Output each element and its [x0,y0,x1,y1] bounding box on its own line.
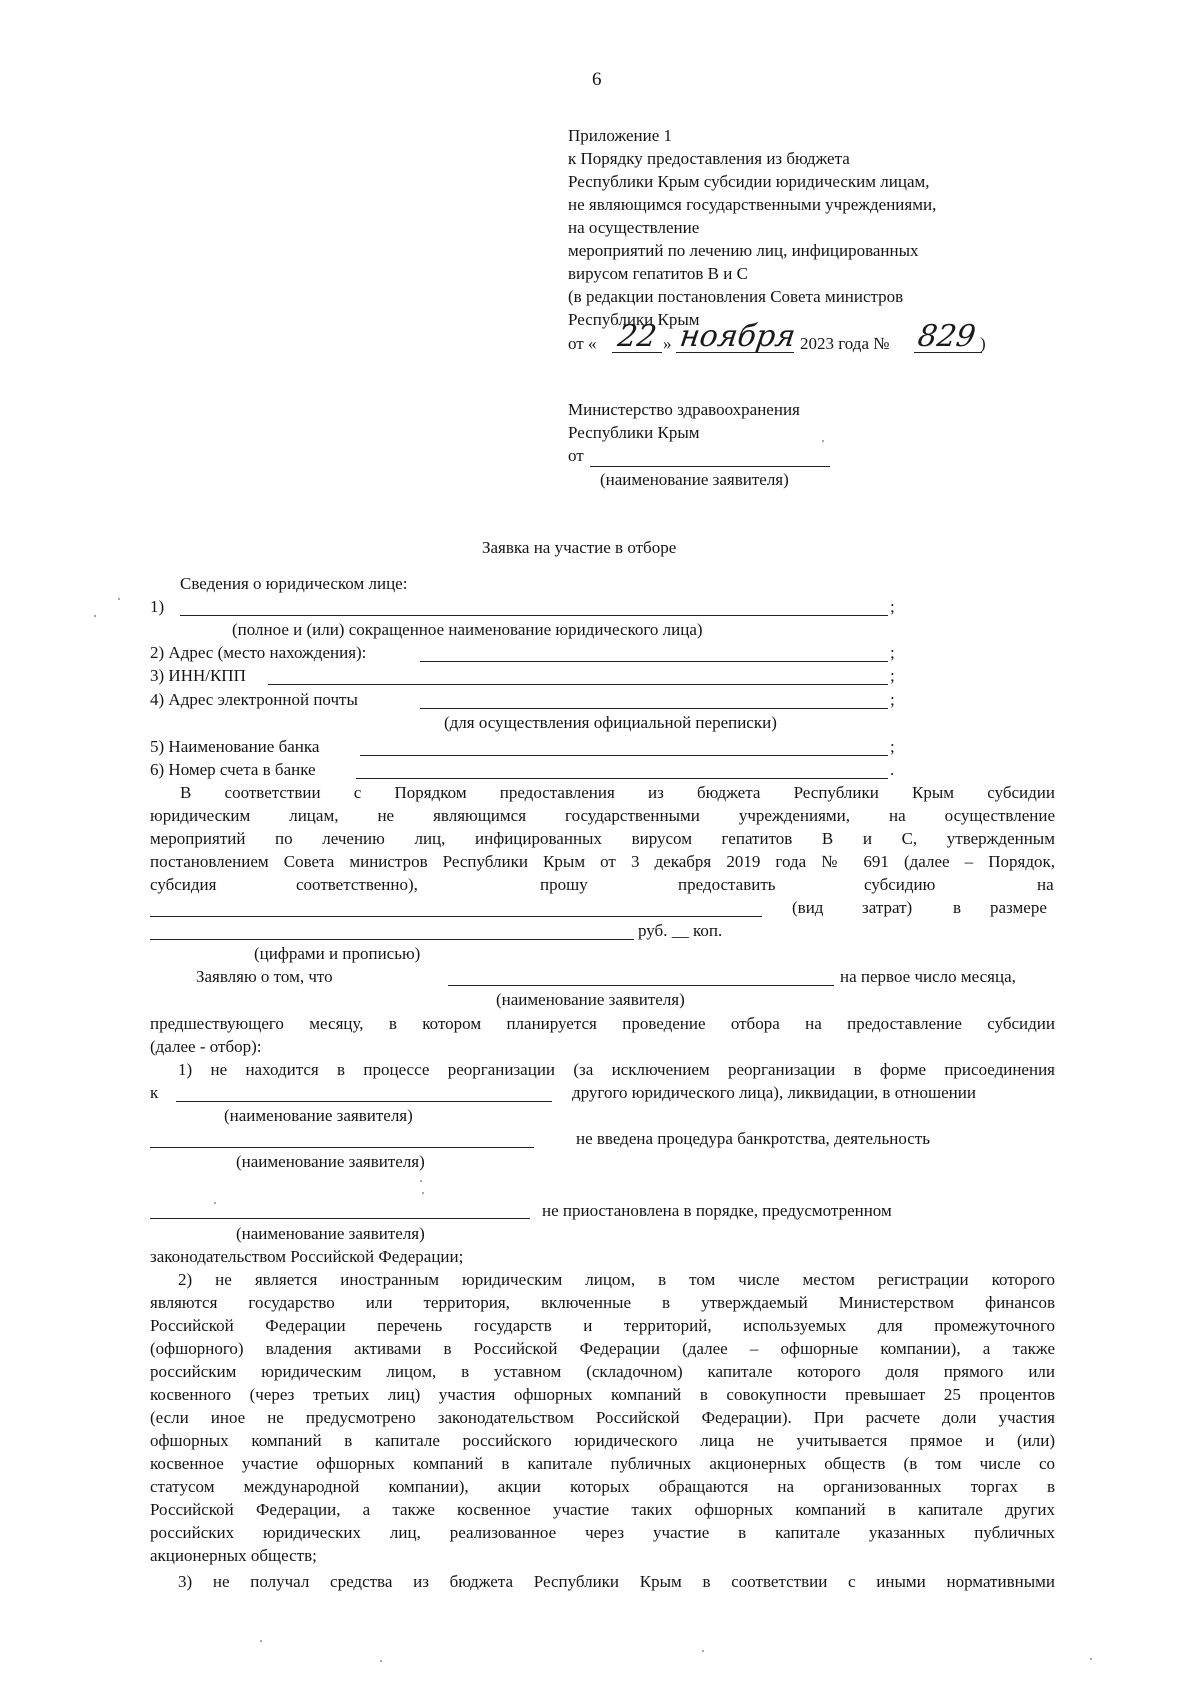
clause1-line: 1) не находится в процессе реорганизации (за исключением реорганизации в форме присоединения [178,1060,1055,1079]
date-year-text: 2023 года № [800,334,890,353]
request-word: (вид [792,898,824,917]
clause2-line: офшорных компаний в капитале российского юридического лица не учитывается прямое и (или) [150,1431,1055,1450]
item1-semicolon: ; [890,597,895,616]
request-word: субсидия [150,875,217,894]
appendix-line: на осуществление [568,218,700,237]
scan-speck [380,1660,382,1662]
appendix-line: вирусом гепатитов В и С [568,264,748,283]
request-word: прошу [540,875,588,894]
item1-label: 1) [150,597,165,616]
clause2-line: Российской Федерации, а также косвенное участие таких офшорных компаний в капитале других [150,1500,1055,1519]
appendix-line: Республики Крым [568,310,700,329]
clause2-line: Российской Федерации перечень государств и территорий, используемых для промежуточного [150,1316,1055,1335]
scan-speck [1090,1658,1092,1660]
paragraph-line: мероприятий по лечению лиц, инфицированных вирусом гепатитов В и С, утвержденным [150,829,1055,848]
request-word: размере [990,898,1047,917]
item3-semicolon: ; [890,666,895,685]
clause1-k: к [150,1083,159,1102]
declaration-intro: Заявляю о том, что [196,967,333,986]
item4-semicolon: ; [890,690,895,709]
expense-type-field[interactable] [150,916,762,917]
clause1-applicant-field-3[interactable] [150,1218,530,1219]
request-word: соответственно), [296,875,418,894]
declaration-applicant-field[interactable] [448,985,834,986]
date-month-handwritten: ноября [677,319,798,354]
request-word: предоставить [678,875,776,894]
appendix-line: мероприятий по лечению лиц, инфицированных [568,241,919,260]
scan-speck [94,615,96,617]
clause2-line: косвенное участие офшорных компаний в капитале публичных акционерных обществ (в том числе со [150,1454,1055,1473]
clause1-line: не введена процедура банкротства, деятельность [576,1129,930,1148]
date-day-handwritten: 22 [615,319,659,354]
clause1-caption: (наименование заявителя) [236,1224,425,1243]
date-number-handwritten: 829 [915,319,978,354]
clause1-applicant-field-2[interactable] [150,1147,534,1148]
date-paren-close: ) [980,334,986,353]
item4-label: 4) Адрес электронной почты [150,690,358,709]
legal-name-field[interactable] [180,615,888,616]
clause1-caption: (наименование заявителя) [236,1152,425,1171]
request-word: на [1037,875,1054,894]
scan-speck [822,440,824,442]
clause1-caption: (наименование заявителя) [224,1106,413,1125]
appendix-line: Республики Крым субсидии юридическим лицам, [568,172,930,191]
clause2-line: акционерных обществ; [150,1546,317,1565]
paragraph-line: юридическим лицам, не являющимся государственными учреждениями, на осуществление [150,806,1055,825]
appendix-line: не являющимся государственными учреждениями, [568,195,937,214]
paragraph-line: предшествующего месяцу, в котором планируется проведение отбора на предоставление субсидии [150,1014,1055,1033]
clause1-line: не приостановлена в порядке, предусмотренном [542,1201,892,1220]
clause3-line: 3) не получал средства из бюджета Республики Крым в соответствии с иными нормативными [178,1572,1055,1591]
bank-name-field[interactable] [360,755,888,756]
scan-speck [420,1180,422,1182]
clause2-line: 2) не является иностранным юридическим лицом, в том числе местом регистрации которого [178,1270,1055,1289]
declaration-caption: (наименование заявителя) [496,990,685,1009]
amount-caption: (цифрами и прописью) [254,944,421,963]
paragraph-line: В соответствии с Порядком предоставления из бюджета Республики Крым субсидии [180,783,1055,802]
clause1-line: другого юридического лица), ликвидации, в отношении [572,1083,976,1102]
paragraph-line: (далее - отбор): [150,1037,262,1056]
amount-currency: руб. __ коп. [638,921,723,940]
email-field[interactable] [420,708,888,709]
applicant-name-field[interactable] [590,466,830,467]
item6-period: . [890,760,895,779]
inn-kpp-field[interactable] [268,684,888,685]
scan-speck [214,1202,216,1204]
scan-speck [702,1650,704,1652]
item5-label: 5) Наименование банка [150,737,320,756]
item5-semicolon: ; [890,737,895,756]
scan-speck [422,1192,424,1194]
clause2-line: (если иное не предусмотрено законодательством Российской Федерации). При расчете доли участия [150,1408,1055,1427]
legal-entity-header: Сведения о юридическом лице: [180,574,408,593]
appendix-line: к Порядку предоставления из бюджета [568,149,850,168]
clause2-line: российским юридическим лицом, в уставном (складочном) капитале которого доля прямого или [150,1362,1055,1381]
clause2-line: косвенного (через третьих лиц) участия офшорных компаний в совокупности превышает 25 процентов [150,1385,1055,1404]
request-word: субсидию [864,875,936,894]
addressee-line1: Министерство здравоохранения [568,400,800,419]
clause2-line: статусом международной компании), акции которых обращаются на организованных торгах в [150,1477,1055,1496]
appendix-line: Приложение 1 [568,126,672,145]
clause1-applicant-field[interactable] [176,1101,552,1102]
appendix-line: (в редакции постановления Совета министров [568,287,904,306]
paragraph-line: постановлением Совета министров Республики Крым от 3 декабря 2019 года № 691 (далее – Порядок, [150,852,1055,871]
request-word: затрат) [862,898,913,917]
item4-caption: (для осуществления официальной переписки) [444,713,777,732]
addressee-from-label: от [568,446,584,465]
addressee-from-caption: (наименование заявителя) [600,470,789,489]
date-quote-close: » [663,334,672,353]
date-prefix: от « [568,334,597,353]
item2-label: 2) Адрес (место нахождения): [150,643,367,662]
clause1-line: законодательством Российской Федерации; [150,1247,464,1266]
addressee-line2: Республики Крым [568,423,700,442]
address-field[interactable] [420,661,888,662]
document-title: Заявка на участие в отборе [482,538,677,557]
scan-speck [118,598,120,600]
request-word: в [953,898,962,917]
item1-caption: (полное и (или) сокращенное наименование юридического лица) [232,620,703,639]
clause2-line: являются государство или территория, включенные в утверждаемый Министерством финансов [150,1293,1055,1312]
item3-label: 3) ИНН/КПП [150,666,246,685]
clause2-line: (офшорного) владения активами в Российской Федерации (далее – офшорные компании), а также [150,1339,1055,1358]
scan-speck [260,1640,262,1642]
item2-semicolon: ; [890,643,895,662]
amount-field[interactable] [150,939,634,940]
page-number: 6 [592,69,602,90]
bank-account-field[interactable] [356,778,888,779]
declaration-first-day: на первое число месяца, [840,967,1016,986]
clause2-line: российских юридических лиц, реализованное через участие в капитале указанных публичных [150,1523,1055,1542]
item6-label: 6) Номер счета в банке [150,760,316,779]
